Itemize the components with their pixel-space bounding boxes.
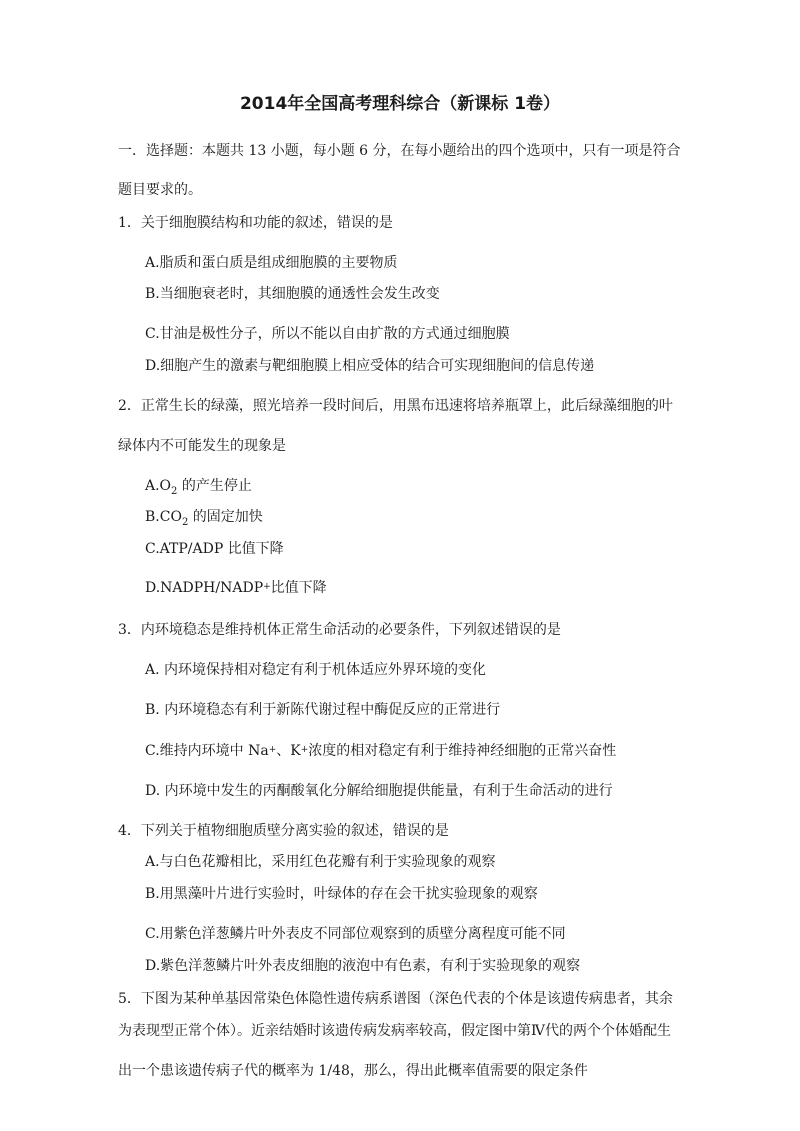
q2-option-b-subscript: 2: [181, 517, 189, 528]
q1-option-c: C.甘油是极性分子，所以不能以自由扩散的方式通过细胞膜: [145, 326, 510, 342]
q3-option-c-sup-1: +: [268, 745, 277, 755]
q1-option-a: A.脂质和蛋白质是组成细胞膜的主要物质: [145, 255, 398, 271]
q2-stem-line-2: 绿体内不可能发生的现象是: [118, 438, 286, 454]
q2-option-d-text: D.NADPH/NADP: [145, 580, 264, 596]
page-title: 2014年全国高考理科综合（新课标 1卷）: [239, 94, 561, 114]
q3-option-c-mid: 、K: [276, 743, 301, 759]
q3-option-c-rest: 浓度的相对稳定有利于维持神经细胞的正常兴奋性: [308, 743, 617, 759]
q2-option-d: [145, 578, 327, 600]
q4-stem: 4．下列关于植物细胞质壁分离实验的叙述，错误的是: [118, 823, 449, 839]
q4-option-a: A.与白色花瓣相比，采用红色花瓣有利于实验现象的观察: [145, 854, 496, 870]
q2-option-b-text: B.CO: [145, 509, 182, 525]
q3-option-c-text: C.维持内环境中 Na: [145, 743, 269, 759]
q2-option-a-subscript: 2: [171, 486, 178, 497]
q2-option-a-rest: 的产生停止: [177, 478, 252, 494]
q3-option-a: A. 内环境保持相对稳定有利于机体适应外界环境的变化: [145, 662, 487, 678]
q4-option-b: B.用黑藻叶片进行实验时，叶绿体的存在会干扰实验现象的观察: [145, 886, 538, 902]
q2-stem-line-1: 2．正常生长的绿藻，照光培养一段时间后，用黑布迅速将培养瓶罩上，此后绿藻细胞的叶: [118, 398, 673, 414]
q3-option-d: D. 内环境中发生的丙酮酸氧化分解给细胞提供能量，有利于生命活动的进行: [145, 783, 613, 799]
q4-option-d: D.紫色洋葱鳞片叶外表皮细胞的液泡中有色素，有利于实验现象的观察: [145, 958, 581, 974]
q2-option-c: C.ATP/ADP 比值下降: [145, 541, 284, 557]
q3-option-c-sup-2: +: [300, 745, 309, 755]
intro-line-1: 一．选择题：本题共 13 小题，每小题 6 分，在每小题给出的四个选项中，只有一项是符合: [118, 143, 681, 159]
q2-option-d-superscript: +: [263, 582, 271, 592]
q2-option-a-text: A.O: [145, 478, 172, 494]
q2-option-b: [145, 507, 263, 529]
q5-stem-line-1: 5．下图为某种单基因常染色体隐性遗传病系谱图（深色代表的个体是该遗传病患者，其余: [118, 991, 673, 1007]
q3-stem: 3．内环境稳态是维持机体正常生命活动的必要条件，下列叙述错误的是: [118, 622, 561, 638]
q5-stem-line-2: 为表现型正常个体）。近亲结婚时该遗传病发病率较高，假定图中第Ⅳ代的两个个体婚配生: [118, 1023, 671, 1039]
q2-option-b-rest: 的固定加快: [188, 509, 263, 525]
q4-option-c: C.用紫色洋葱鳞片叶外表皮不同部位观察到的质壁分离程度可能不同: [145, 926, 566, 942]
q1-stem: 1．关于细胞膜结构和功能的叙述，错误的是: [118, 215, 393, 231]
intro-line-2: 题目要求的。: [118, 182, 202, 198]
q1-option-b: B.当细胞衰老时，其细胞膜的通透性会发生改变: [145, 286, 440, 302]
q2-option-a: [145, 476, 252, 498]
q5-stem-line-3: 出一个患该遗传病子代的概率为 1/48，那么，得出此概率值需要的限定条件: [118, 1063, 588, 1079]
q3-option-c: [145, 741, 616, 763]
q3-option-b: B. 内环境稳态有利于新陈代谢过程中酶促反应的正常进行: [145, 702, 501, 718]
q2-option-d-rest: 比值下降: [270, 580, 327, 596]
q1-option-d: D.细胞产生的激素与靶细胞膜上相应受体的结合可实现细胞间的信息传递: [145, 358, 595, 374]
